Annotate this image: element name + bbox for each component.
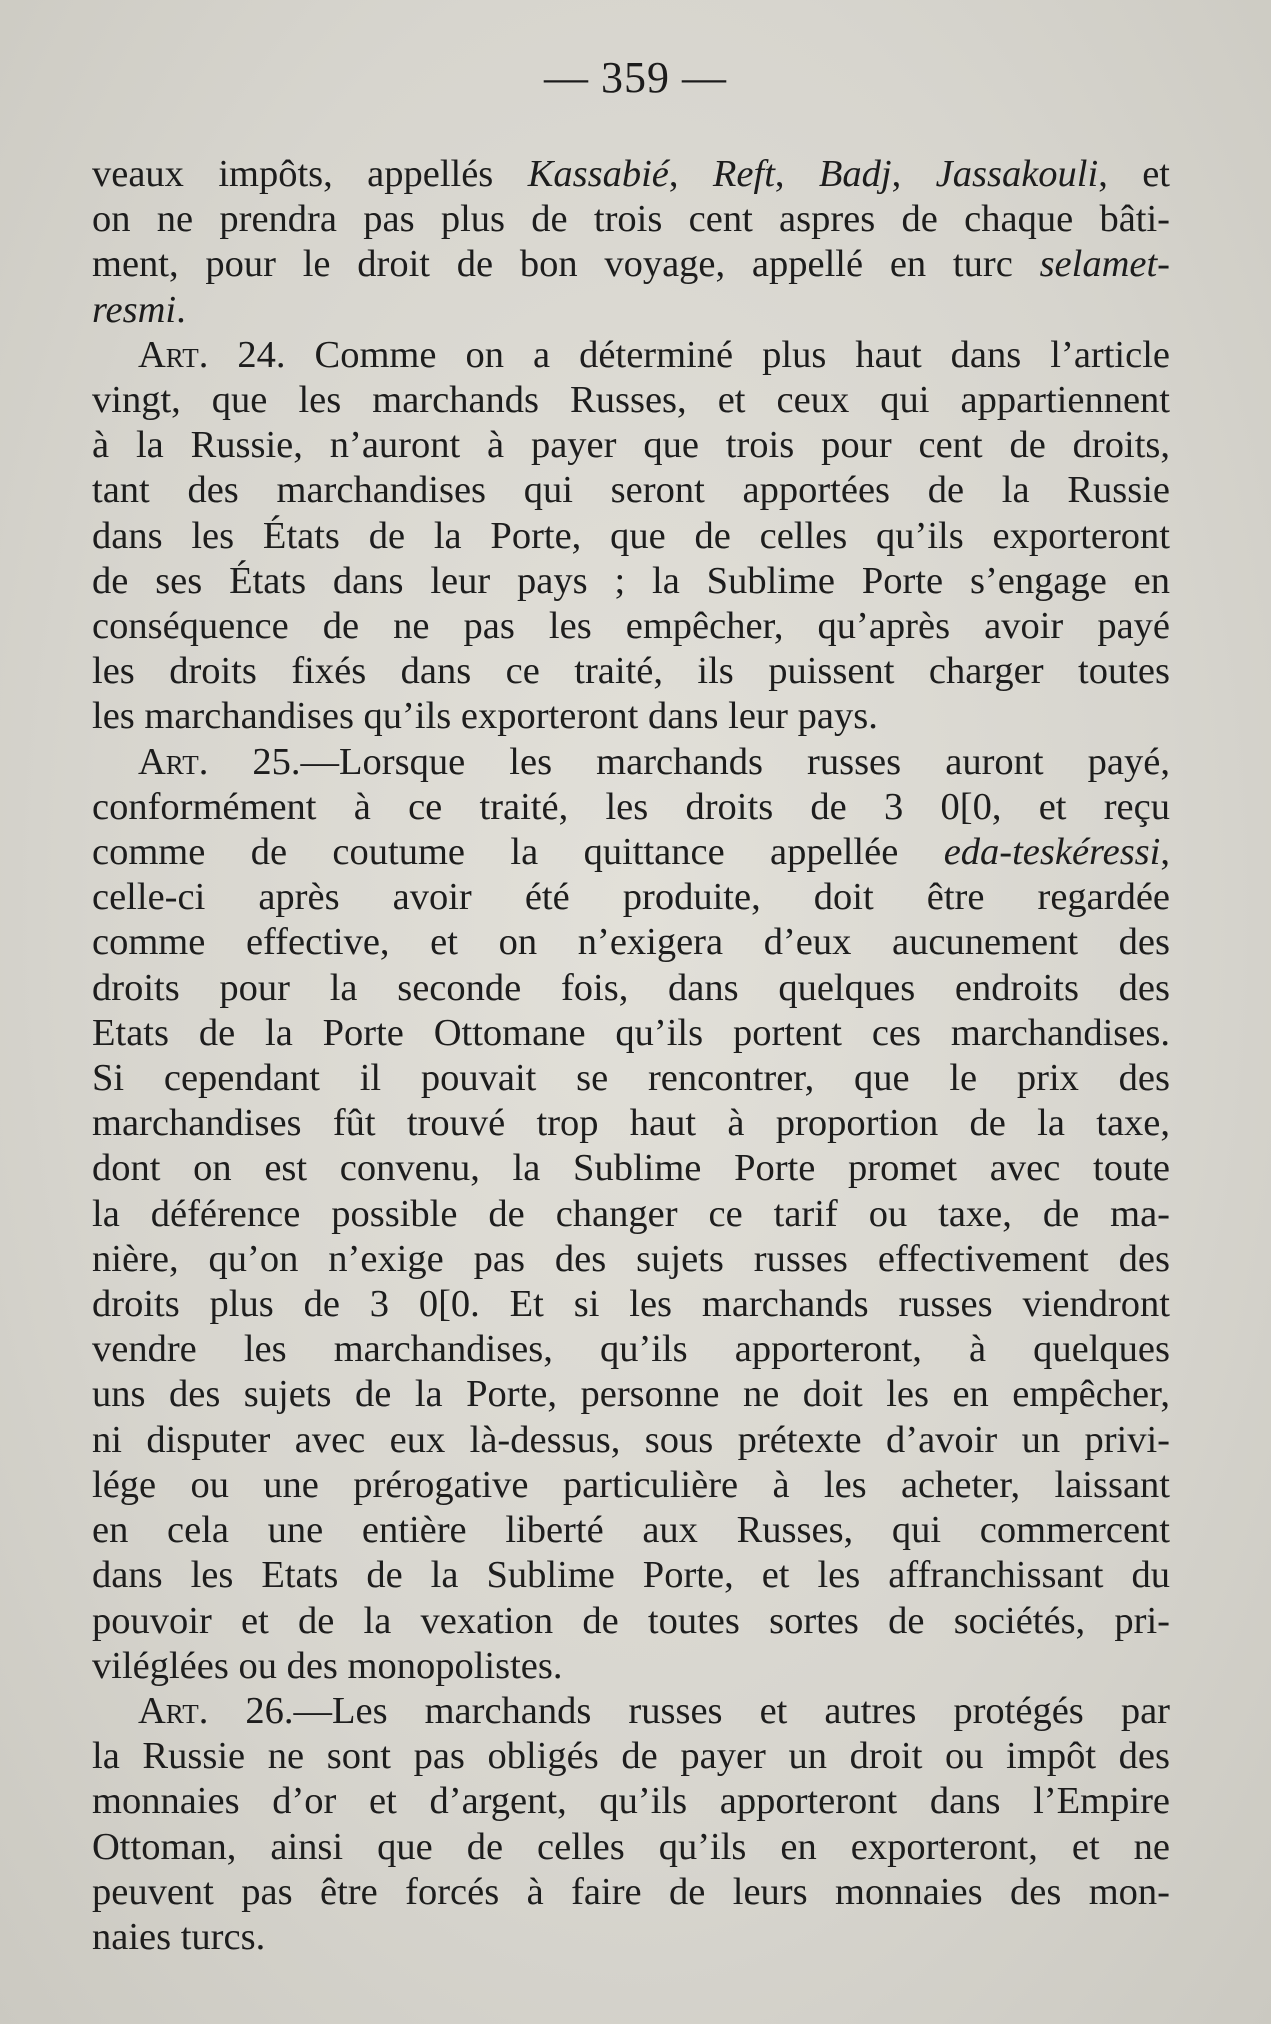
- article-label: Art: [138, 1689, 199, 1732]
- text-run: on ne prendra pas plus de trois cent aspres de chaque bâti-: [92, 198, 1170, 241]
- text-run: celle-ci après avoir été produite, doit être regardée: [92, 876, 1170, 919]
- text-line: [92, 1056, 1170, 1101]
- text-line: [92, 1192, 1170, 1237]
- text-run: ,: [668, 153, 713, 195]
- text-run: ,: [1160, 831, 1170, 874]
- text-line: [92, 1011, 1170, 1056]
- text-run: viléglées ou des monopolistes.: [92, 1644, 563, 1687]
- text-line: [92, 1689, 1170, 1734]
- text-line: [92, 1734, 1170, 1779]
- text-run: la Russie ne sont pas obligés de payer un droit ou impôt des: [92, 1735, 1170, 1778]
- page-body-text: [92, 152, 1170, 1960]
- text-line: [92, 1644, 1170, 1689]
- text-line: [92, 288, 1170, 333]
- text-line: [92, 694, 1170, 739]
- text-run: de ses États dans leur pays ; la Sublime Porte s’engage en: [92, 559, 1170, 602]
- text-run: conséquence de ne pas les empêcher, qu’après avoir payé: [92, 605, 1170, 648]
- text-run: droits pour la seconde fois, dans quelques endroits des: [92, 966, 1170, 1009]
- text-line: [92, 1418, 1170, 1463]
- italic-term: Kassabié: [527, 153, 669, 195]
- text-line: [92, 875, 1170, 920]
- text-line: [92, 514, 1170, 559]
- text-run: comme de coutume la quittance appellée: [92, 831, 944, 874]
- text-line: [92, 649, 1170, 694]
- text-line: [92, 604, 1170, 649]
- italic-term: Jassakouli: [935, 153, 1099, 195]
- text-run: ,: [891, 153, 936, 195]
- text-run: . 25.—Lorsque les marchands russes auront payé,: [198, 740, 1170, 783]
- text-run: Etats de la Porte Ottomane qu’ils portent ces marchandises.: [92, 1011, 1170, 1054]
- text-line: [92, 468, 1170, 513]
- text-line: [92, 740, 1170, 785]
- text-line: [92, 1915, 1170, 1960]
- italic-term: Badj: [818, 153, 892, 195]
- text-line: [92, 920, 1170, 965]
- text-run: nière, qu’on n’exige pas des sujets russes effectivement des: [92, 1237, 1170, 1280]
- text-line: [92, 1146, 1170, 1191]
- italic-term: eda-teskéressi: [943, 831, 1161, 874]
- text-run: peuvent pas être forcés à faire de leurs monnaies des mon-: [92, 1870, 1170, 1913]
- text-run: droits plus de 3 0[0. Et si les marchands russes viendront: [92, 1283, 1170, 1326]
- text-run: la déférence possible de changer ce tarif ou taxe, de ma-: [92, 1192, 1170, 1235]
- article-label: Art: [138, 333, 199, 376]
- text-line: [92, 423, 1170, 468]
- article-label: Art: [138, 740, 199, 783]
- text-line: [92, 1779, 1170, 1824]
- text-line: [92, 1237, 1170, 1282]
- text-line: [92, 1599, 1170, 1644]
- text-line: [92, 1508, 1170, 1553]
- text-line: [92, 559, 1170, 604]
- text-run: vendre les marchandises, qu’ils apporteront, à quelques: [92, 1328, 1170, 1371]
- text-run: vingt, que les marchands Russes, et ceux qui appartiennent: [92, 379, 1170, 422]
- text-line: [92, 1825, 1170, 1870]
- text-line: [92, 966, 1170, 1011]
- text-run: conformément à ce traité, les droits de 3 0[0, et reçu: [92, 785, 1170, 828]
- text-line: [92, 197, 1170, 242]
- text-run: ,: [774, 153, 819, 195]
- text-run: tant des marchandises qui seront apportées de la Russie: [92, 469, 1170, 512]
- text-run: dans les États de la Porte, que de celles qu’ils exporteront: [92, 514, 1170, 557]
- text-line: [92, 1463, 1170, 1508]
- text-run: veaux impôts, appellés: [92, 153, 528, 195]
- text-line: [92, 1327, 1170, 1372]
- text-run: comme effective, et on n’exigera d’eux aucunement des: [92, 921, 1170, 964]
- text-line: [92, 1372, 1170, 1417]
- text-run: Ottoman, ainsi que de celles qu’ils en exporteront, et ne: [92, 1825, 1170, 1868]
- text-run: marchandises fût trouvé trop haut à proportion de la taxe,: [92, 1102, 1170, 1145]
- text-run: en cela une entière liberté aux Russes, qui commercent: [92, 1509, 1170, 1552]
- text-run: les marchandises qu’ils exporteront dans leur pays.: [92, 695, 878, 738]
- text-run: uns des sujets de la Porte, personne ne doit les en empêcher,: [92, 1373, 1170, 1416]
- text-line: [92, 785, 1170, 830]
- text-run: monnaies d’or et d’argent, qu’ils apporteront dans l’Empire: [92, 1780, 1170, 1823]
- text-line: [92, 1553, 1170, 1598]
- text-run: à la Russie, n’auront à payer que trois pour cent de droits,: [92, 424, 1170, 467]
- text-line: [92, 830, 1170, 875]
- text-run: dont on est convenu, la Sublime Porte promet avec toute: [92, 1147, 1170, 1190]
- italic-term: resmi: [92, 288, 177, 331]
- text-run: , et: [1098, 153, 1170, 195]
- text-line: [92, 1870, 1170, 1915]
- text-run: les droits fixés dans ce traité, ils puissent charger toutes: [92, 650, 1170, 693]
- text-run: Si cependant il pouvait se rencontrer, que le prix des: [92, 1057, 1170, 1100]
- text-run: .: [176, 288, 186, 331]
- text-run: pouvoir et de la vexation de toutes sortes de sociétés, pri-: [92, 1599, 1170, 1642]
- text-line: [92, 333, 1170, 378]
- text-run: . 26.—Les marchands russes et autres protégés par: [198, 1689, 1170, 1732]
- text-run: naies turcs.: [92, 1915, 266, 1958]
- text-line: [92, 1101, 1170, 1146]
- text-run: ni disputer avec eux là-dessus, sous prétexte d’avoir un privi-: [92, 1418, 1170, 1461]
- page-number: — 359 —: [544, 53, 727, 102]
- text-line: [92, 152, 1170, 197]
- text-run: dans les Etats de la Sublime Porte, et les affranchissant du: [92, 1554, 1170, 1597]
- text-run: ment, pour le droit de bon voyage, appellé en turc: [92, 243, 1040, 286]
- text-line: [92, 378, 1170, 423]
- text-run: . 24. Comme on a déterminé plus haut dans l’article: [198, 333, 1170, 376]
- italic-term: selamet-: [1039, 243, 1170, 286]
- text-line: [92, 242, 1170, 287]
- text-run: lége ou une prérogative particulière à les acheter, laissant: [92, 1463, 1170, 1506]
- text-line: [92, 1282, 1170, 1327]
- italic-term: Reft: [712, 153, 775, 195]
